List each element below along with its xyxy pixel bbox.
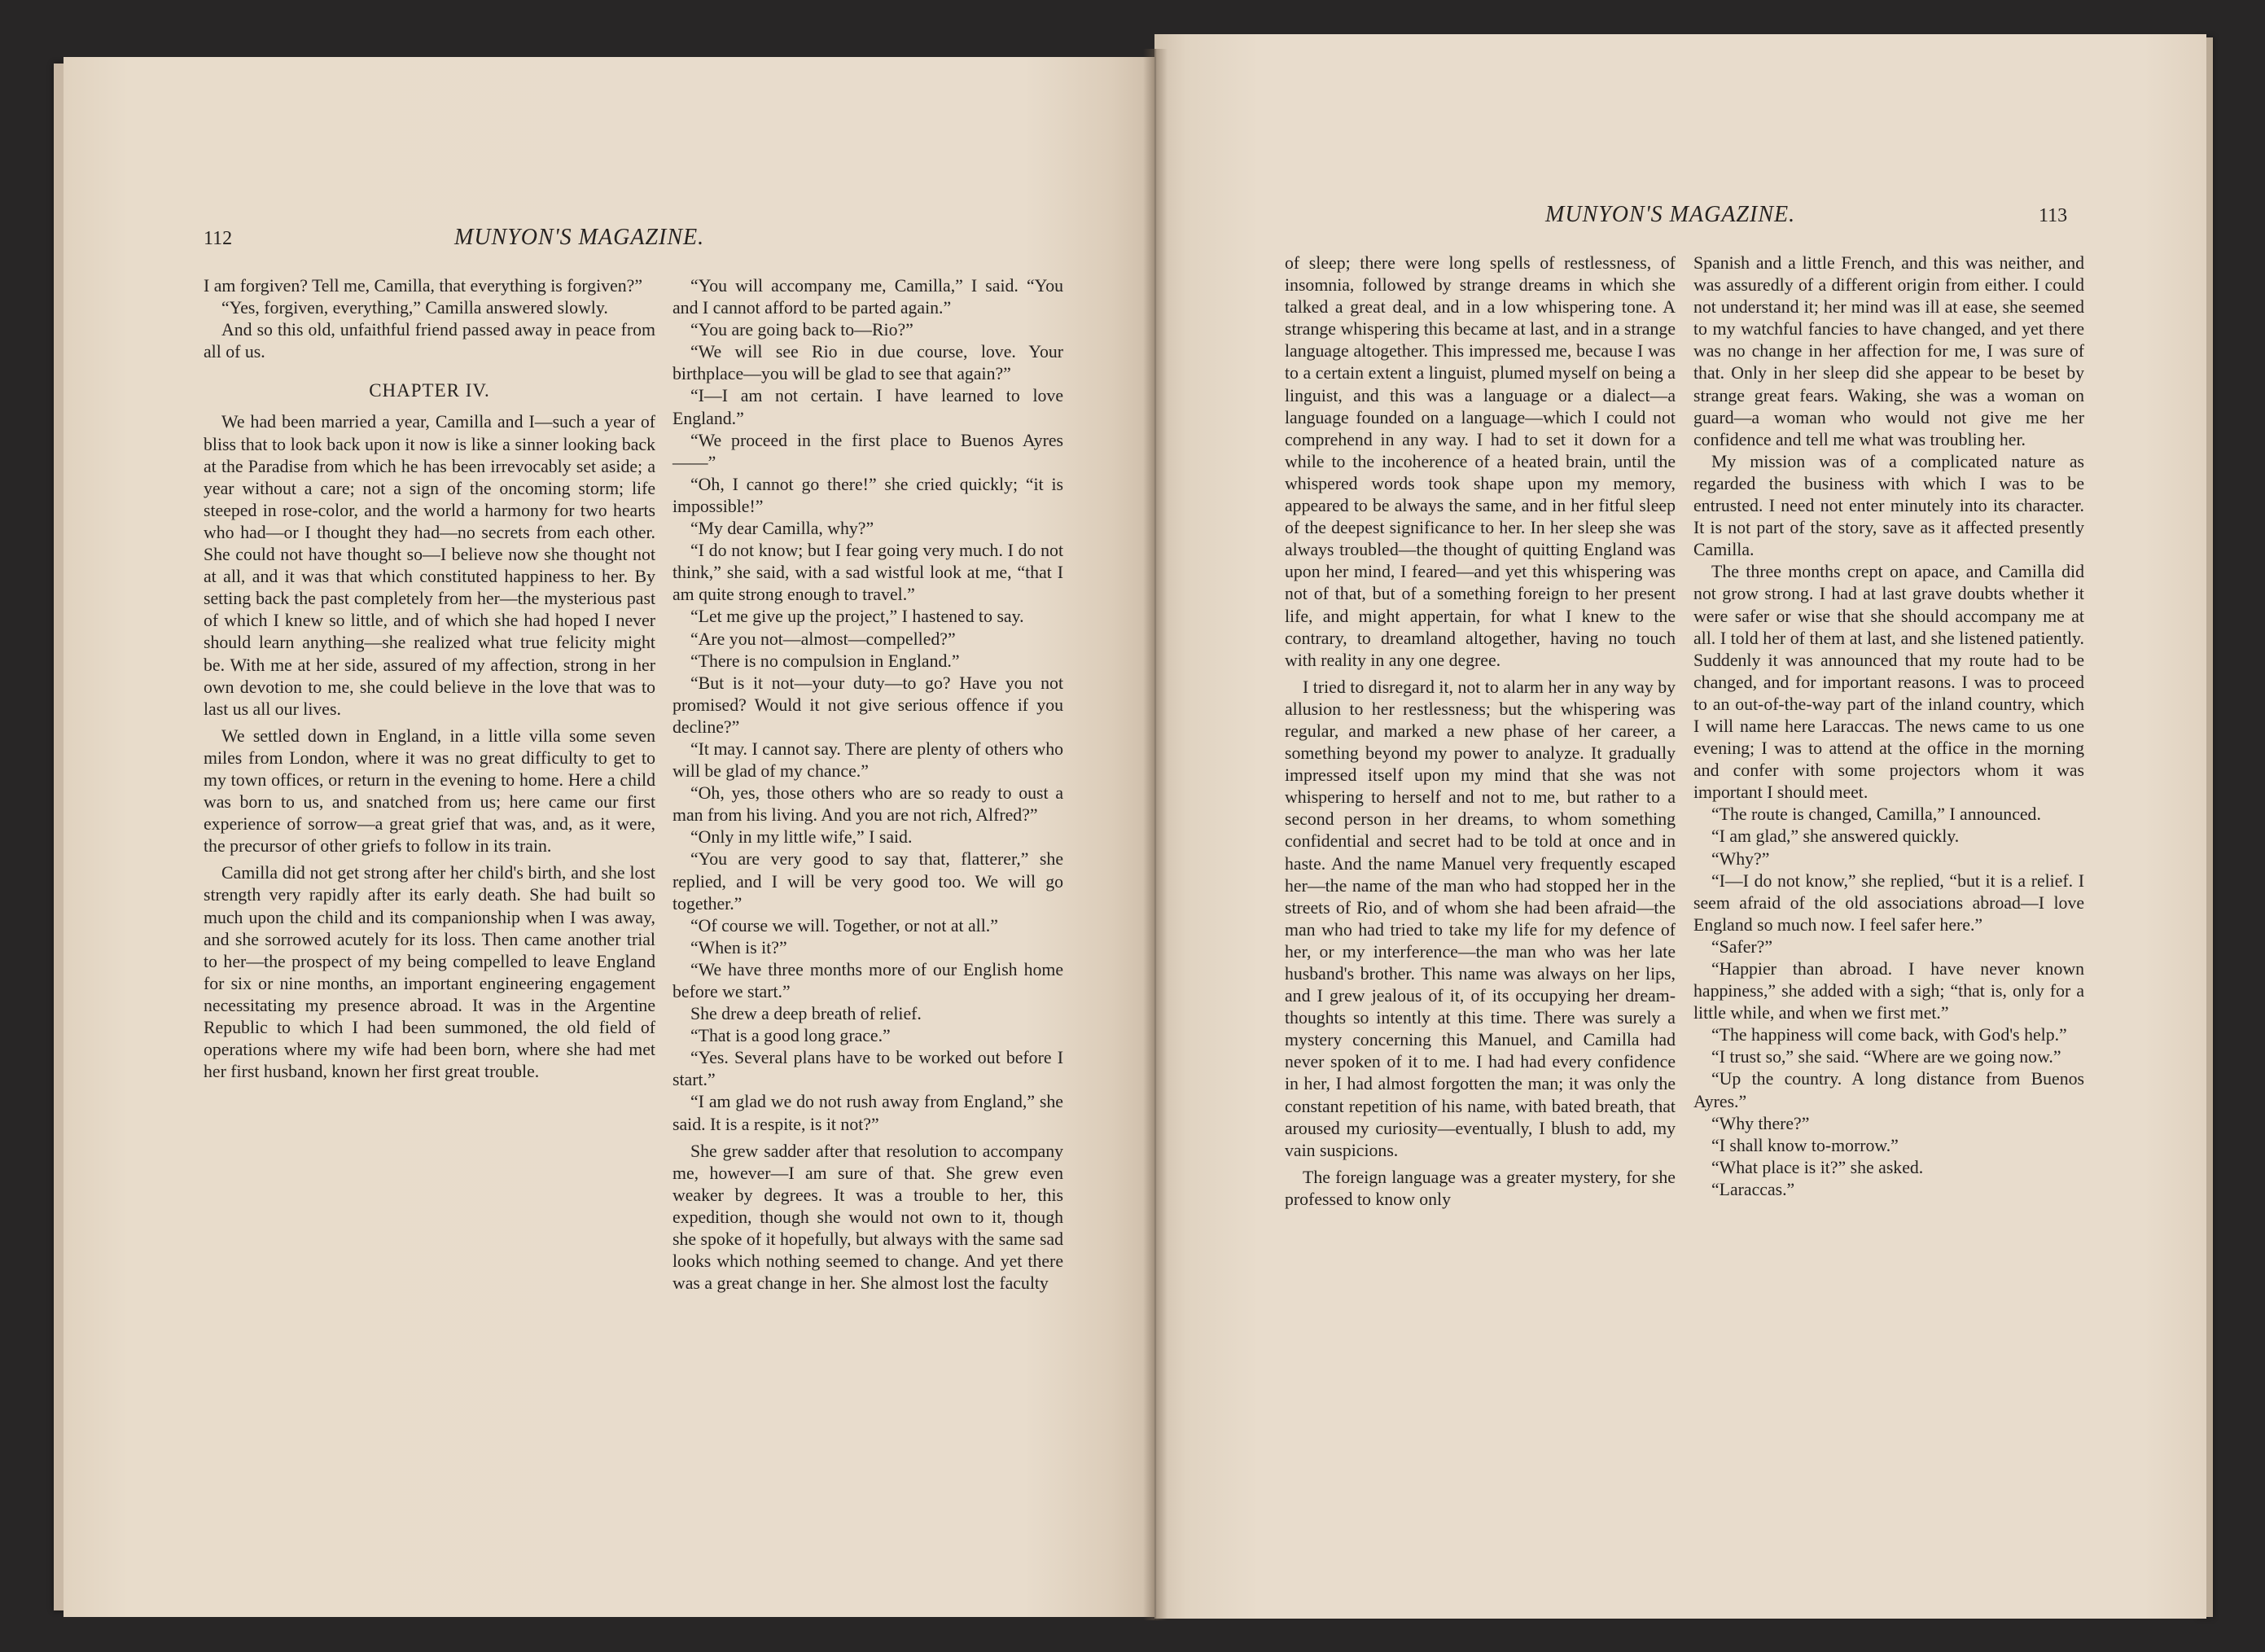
paragraph: “Oh, I cannot go there!” she cried quickly; “it is impossible!” <box>672 474 1063 516</box>
paragraph: “Why there?” <box>1711 1113 1810 1133</box>
paragraph: “Yes. Several plans have to be worked out before I start.” <box>672 1048 1063 1090</box>
right-column-2 <box>1693 252 2084 1201</box>
book-gutter <box>1143 49 1168 1620</box>
paragraph: “I do not know; but I fear going very much. I do not think,” she said, with a sad wistful look at me, “that I am quite strong enough to travel.” <box>672 541 1063 605</box>
paragraph: “Laraccas.” <box>1711 1179 1795 1199</box>
paragraph: “Let me give up the project,” I hastened to say. <box>690 607 1024 627</box>
paragraph: of sleep; there were long spells of restlessness, of insomnia, followed by strange dreams in which she talked a great deal, and in a low whispering tone. A strange whispering this became at last, and in a strange language altogether. This impressed me, because I was to a certain extent a linguist, plumed myself on being a linguist, and this was a language or a dialect—a language founded on a language—which I could not comprehend in any way. I had to set it down for a while to the incoherence of a heated brain, until the whispered words took shape upon my memory, appeared to be always the same, and in her fitful sleep of the deepest significance to her. In her sleep she was always troubled—the thought of quitting England was upon her mind, I feared—and yet this whispering was not of that, but of a something foreign to her present life, and might appertain, for what I knew to the contrary, to dreamland altogether, having no touch with reality in any one degree. <box>1285 253 1676 670</box>
paragraph: “Happier than abroad. I have never known happiness,” she added with a sigh; “that is, only for a little while, and when we first met.” <box>1693 959 2084 1023</box>
paragraph: Camilla did not get strong after her child's birth, and she lost strength very rapidly after its early death. She had built so much upon the child and its companionship when I was away, and she sorrowed acutely for its loss. Then came another trial to her—the prospect of my being compelled to leave England for six or nine months, an important engineering engagement necessitating my presence abroad. It was in the Argentine Republic to which I had been summoned, the old field of operations where my wife had been born, where she had met her first husband, known her first great trouble. <box>204 863 655 1082</box>
left-column-2 <box>672 275 1063 1295</box>
paragraph: “I—I do not know,” she replied, “but it is a relief. I seem afraid of the old associations abroad—I love England so much now. I feel safer here.” <box>1693 870 2084 935</box>
running-head-left <box>454 225 704 251</box>
paragraph: She grew sadder after that resolution to accompany me, however—I am sure of that. She grew even weaker by degrees. It was a trouble to her, this expedition, though she would not own to it, though she spoke of it hopefully, but always with the same sad looks which nothing seemed to change. And yet there was a great change in her. She almost lost the faculty <box>672 1141 1063 1294</box>
paragraph: “I—I am not certain. I have learned to love England.” <box>672 386 1063 428</box>
paragraph: “The happiness will come back, with God's help.” <box>1711 1025 2067 1045</box>
paragraph: “What place is it?” she asked. <box>1711 1157 1924 1177</box>
paragraph: The foreign language was a greater mystery, for she professed to know only <box>1285 1167 1676 1209</box>
paragraph: “When is it?” <box>690 937 787 957</box>
paragraph: “Are you not—almost—compelled?” <box>690 629 956 649</box>
paragraph: “Safer?” <box>1711 936 1773 957</box>
paragraph: “My dear Camilla, why?” <box>690 519 874 539</box>
paragraph: “I trust so,” she said. “Where are we going now.” <box>1711 1047 2061 1067</box>
chapter-heading: CHAPTER IV. <box>369 380 490 401</box>
paragraph: “Yes, forgiven, everything,” Camilla answered slowly. <box>221 298 608 318</box>
left-page <box>64 57 1154 1617</box>
paragraph: “Oh, yes, those others who are so ready to oust a man from his living. And you are not rich, Alfred?” <box>672 783 1063 826</box>
paragraph: “We will see Rio in due course, love. Your birthplace—you will be glad to see that again?” <box>672 342 1063 384</box>
paragraph: We settled down in England, in a little villa some seven miles from London, where it was no great difficulty to get to my town offices, or return in the evening to home. Here a child was born to us, and snatched from us; here came our first experience of sorrow—a great grief that was, and, as it were, the precursor of other griefs to follow in its train. <box>204 725 655 857</box>
right-column-1 <box>1285 252 1676 1211</box>
paragraph: “You are very good to say that, flatterer,” she replied, and I will be very good too. We will go together.” <box>672 849 1063 914</box>
right-page <box>1154 34 2206 1619</box>
paragraph: “That is a good long grace.” <box>690 1026 891 1046</box>
magazine-title-left: MUNYON'S MAGAZINE. <box>454 225 705 250</box>
paragraph: Spanish and a little French, and this was neither, and was assuredly of a different origin from either. I could not understand it; her mind was ill at ease, she seemed to my watchful fancies to have changed, and yet there was no change in her affection for me, I was sure of that. Only in her sleep did she appear to be beset by strange great fears. Waking, she was a woman on guard—a woman who would not give me her confidence and tell me what was troubling her. <box>1693 253 2084 449</box>
paragraph: I tried to disregard it, not to alarm her in any way by allusion to her restlessness; but the whispering was regular, and marked a new phase of her career, a something beyond my power to analyze. It gradually impressed itself upon my mind that she was not whispering to herself and not to me, but rather to a second person in her dreams, to whom something confidential and secret had to be told at once and in haste. And the name Manuel very frequently escaped her—the name of the man who had stopped her in the streets of Rio, and of whom she had been afraid—the man who had tried to take my life for my defence of her, or my interference—the man who was her late husband's brother. This name was always on her lips, and I grew jealous of it, of its occupying her dream-thoughts so intently at this time. There was surely a mystery concerning this Manuel, and Camilla had never spoken of it to me. I had had every confidence in her, I had almost forgotten the man; it was only the constant repetition of his name, with bated breath, that aroused my curiosity—eventually, I blush to add, my vain suspicions. <box>1285 677 1676 1160</box>
paragraph: “Why?” <box>1711 848 1770 869</box>
paragraph: “I am glad,” she answered quickly. <box>1711 826 1960 847</box>
paragraph: “We have three months more of our English home before we start.” <box>672 959 1063 1001</box>
paragraph: “Only in my little wife,” I said. <box>690 827 913 848</box>
paragraph: “There is no compulsion in England.” <box>690 651 960 671</box>
paragraph: My mission was of a complicated nature as regarded the business with which I was to be entrusted. I need not enter minutely into its character. It is not part of the story, save as it affected presently Camilla. <box>1693 451 2084 560</box>
paragraph: She drew a deep breath of relief. <box>690 1004 922 1024</box>
paragraph: “You are going back to—Rio?” <box>690 320 913 340</box>
page-number-left: 112 <box>204 228 233 249</box>
paragraph: “Up the country. A long distance from Buenos Ayres.” <box>1693 1069 2084 1111</box>
paragraph: “Of course we will. Together, or not at all.” <box>690 915 998 936</box>
paragraph: “I shall know to-morrow.” <box>1711 1135 1899 1155</box>
paragraph: And so this old, unfaithful friend passed away in peace from all of us. <box>204 320 655 362</box>
paragraph: “We proceed in the first place to Buenos Ayres——” <box>672 430 1063 472</box>
paragraph: “You will accompany me, Camilla,” I said. “You and I cannot afford to be parted again.” <box>672 276 1063 318</box>
paragraph: “The route is changed, Camilla,” I announced. <box>1711 804 2041 825</box>
paragraph: “It may. I cannot say. There are plenty of others who will be glad of my chance.” <box>672 738 1063 782</box>
running-head-right <box>1545 202 1795 228</box>
paragraph: I am forgiven? Tell me, Camilla, that everything is forgiven?” <box>204 276 643 296</box>
paragraph: We had been married a year, Camilla and I—such a year of bliss that to look back upon it now is like a sinner looking back at the Paradise from which he has been irrevocably set aside; a year without a care; not a sign of the oncoming storm; life steeped in rose-color, and the world a harmony for two hearts who had—or I thought they had—no secrets from each other. She could not have thought so—I believe now she thought not at all, and it was that which constituted happiness to her. By setting back the past completely from her—the mysterious past of which I knew so little, and of which she had hoped I never should learn anything—she realized what true felicity might be. With me at her side, assured of my affection, strong in her own devotion to me, she could believe in the love that was to last us all our lives. <box>204 412 655 719</box>
magazine-title-right: MUNYON'S MAGAZINE. <box>1545 202 1796 227</box>
paragraph: “I am glad we do not rush away from England,” she said. It is a respite, is it not?” <box>672 1092 1063 1134</box>
left-column-1 <box>204 275 655 1083</box>
paragraph: “But is it not—your duty—to go? Have you not promised? Would it not give serious offence if you decline?” <box>672 673 1063 737</box>
paragraph: The three months crept on apace, and Camilla did not grow strong. I had at last grave doubts whether it were safer or wise that she should accompany me at all. I told her of them at last, and she listened patiently. Suddenly it was announced that my route had to be changed, and for important reasons. I was to proceed to an out-of-the-way part of the inland country, which I will name here Laraccas. The news came to us one evening; I was to attend at the office in the morning and confer with some projectors whom it was important I should meet. <box>1693 562 2084 803</box>
page-number-right: 113 <box>2039 205 2068 226</box>
